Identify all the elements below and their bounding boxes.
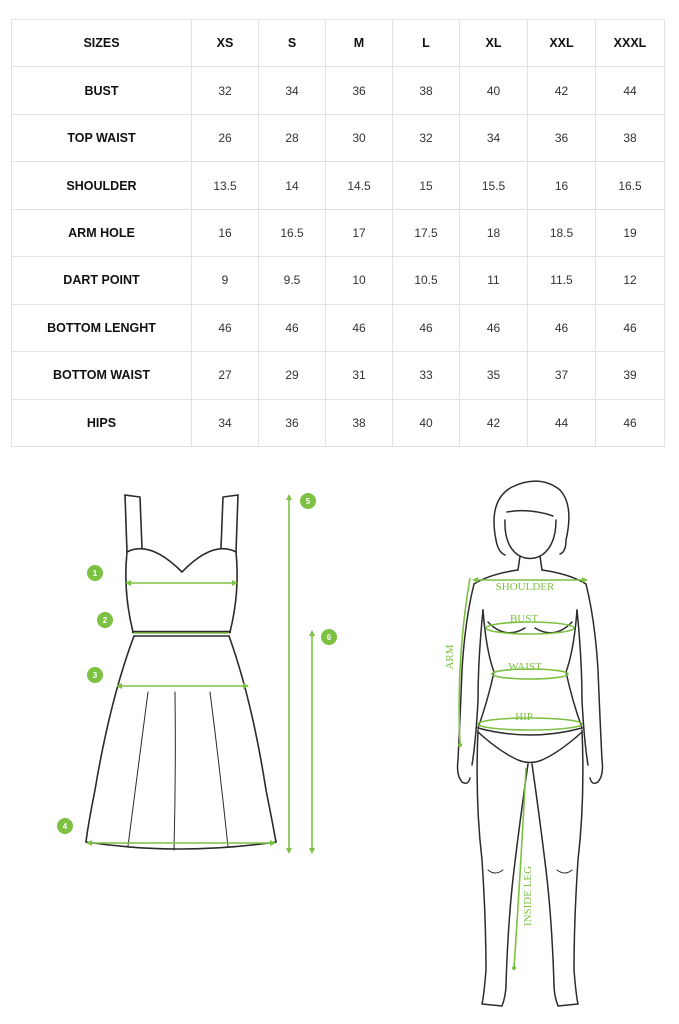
- table-cell: 38: [393, 67, 460, 114]
- table-cell: 34: [192, 399, 259, 447]
- table-cell: 40: [393, 399, 460, 447]
- table-cell: 19: [596, 209, 665, 256]
- table-cell: 46: [596, 304, 665, 351]
- table-cell: 16: [192, 209, 259, 256]
- table-cell: 17.5: [393, 209, 460, 256]
- table-cell: 46: [460, 304, 528, 351]
- table-cell: 46: [326, 304, 393, 351]
- table-cell: 30: [326, 114, 393, 161]
- table-cell: 42: [528, 67, 596, 114]
- table-cell: 17: [326, 209, 393, 256]
- size-chart-table: [11, 19, 665, 447]
- table-row: [12, 352, 665, 399]
- waist-label: WAIST: [508, 661, 542, 673]
- table-cell: 10: [326, 257, 393, 304]
- marker-1-label: 1: [92, 569, 98, 578]
- table-cell: 46: [528, 304, 596, 351]
- table-cell: 42: [460, 399, 528, 447]
- table-row: [12, 162, 665, 209]
- marker-4-label: 4: [62, 822, 68, 831]
- table-row: [12, 399, 665, 447]
- table-cell: 44: [596, 67, 665, 114]
- table-cell: 32: [393, 114, 460, 161]
- table-cell: 34: [460, 114, 528, 161]
- marker-5: [300, 493, 316, 509]
- marker-6-label: 6: [326, 633, 332, 642]
- bust-label: BUST: [509, 613, 539, 625]
- table-cell: 10.5: [393, 257, 460, 304]
- table-cell: 15: [393, 162, 460, 209]
- table-row: [12, 257, 665, 304]
- table-cell: 29: [259, 352, 326, 399]
- marker-2-label: 2: [102, 616, 108, 625]
- row-label: BUST: [12, 67, 192, 114]
- table-cell: 36: [326, 67, 393, 114]
- row-label: SHOULDER: [12, 162, 192, 209]
- table-row: [12, 209, 665, 256]
- table-cell: 39: [596, 352, 665, 399]
- hip-label: HIP: [515, 711, 533, 723]
- table-cell: 37: [528, 352, 596, 399]
- header-size-xl: XL: [460, 20, 528, 67]
- marker-4: [57, 818, 73, 834]
- table-cell: 14.5: [326, 162, 393, 209]
- marker-1: [87, 565, 103, 581]
- table-cell: 18: [460, 209, 528, 256]
- table-cell: 46: [596, 399, 665, 447]
- table-cell: 26: [192, 114, 259, 161]
- table-cell: 16.5: [259, 209, 326, 256]
- table-cell: 46: [259, 304, 326, 351]
- table-cell: 9: [192, 257, 259, 304]
- header-size-xs: XS: [192, 20, 259, 67]
- marker-3: [87, 667, 103, 683]
- table-cell: 40: [460, 67, 528, 114]
- table-cell: 38: [326, 399, 393, 447]
- marker-6: [321, 629, 337, 645]
- measurement-illustrations: [0, 470, 679, 1024]
- table-cell: 31: [326, 352, 393, 399]
- dress-illustration: [86, 495, 276, 850]
- table-cell: 44: [528, 399, 596, 447]
- table-row: [12, 304, 665, 351]
- table-cell: 16.5: [596, 162, 665, 209]
- table-cell: 32: [192, 67, 259, 114]
- header-size-l: L: [393, 20, 460, 67]
- table-row: [12, 114, 665, 161]
- table-cell: 27: [192, 352, 259, 399]
- marker-3-label: 3: [92, 671, 98, 680]
- table-cell: 12: [596, 257, 665, 304]
- marker-2: [97, 612, 113, 628]
- table-cell: 46: [393, 304, 460, 351]
- table-cell: 36: [528, 114, 596, 161]
- row-label: TOP WAIST: [12, 114, 192, 161]
- row-label: BOTTOM LENGHT: [12, 304, 192, 351]
- table-cell: 34: [259, 67, 326, 114]
- row-label: HIPS: [12, 399, 192, 447]
- header-sizes: SIZES: [12, 20, 192, 67]
- table-cell: 38: [596, 114, 665, 161]
- marker-5-label: 5: [305, 497, 311, 506]
- table-cell: 36: [259, 399, 326, 447]
- table-row: [12, 67, 665, 114]
- shoulder-label: SHOULDER: [495, 581, 555, 593]
- table-cell: 11.5: [528, 257, 596, 304]
- arm-label: ARM: [444, 644, 456, 670]
- header-size-xxxl: XXXL: [596, 20, 665, 67]
- row-label: BOTTOM WAIST: [12, 352, 192, 399]
- row-label: DART POINT: [12, 257, 192, 304]
- dress-measure-lines: [86, 494, 315, 854]
- table-cell: 16: [528, 162, 596, 209]
- table-cell: 18.5: [528, 209, 596, 256]
- row-label: ARM HOLE: [12, 209, 192, 256]
- table-cell: 33: [393, 352, 460, 399]
- header-size-xxl: XXL: [528, 20, 596, 67]
- table-header-row: [12, 20, 665, 67]
- table-cell: 28: [259, 114, 326, 161]
- table-cell: 14: [259, 162, 326, 209]
- table-cell: 11: [460, 257, 528, 304]
- table-cell: 46: [192, 304, 259, 351]
- body-figure: [458, 481, 603, 1006]
- dress-markers: [57, 493, 337, 834]
- header-size-m: M: [326, 20, 393, 67]
- table-cell: 9.5: [259, 257, 326, 304]
- header-size-s: S: [259, 20, 326, 67]
- inside-leg-label: INSIDE LEG: [522, 865, 534, 927]
- table-cell: 35: [460, 352, 528, 399]
- table-cell: 13.5: [192, 162, 259, 209]
- table-cell: 15.5: [460, 162, 528, 209]
